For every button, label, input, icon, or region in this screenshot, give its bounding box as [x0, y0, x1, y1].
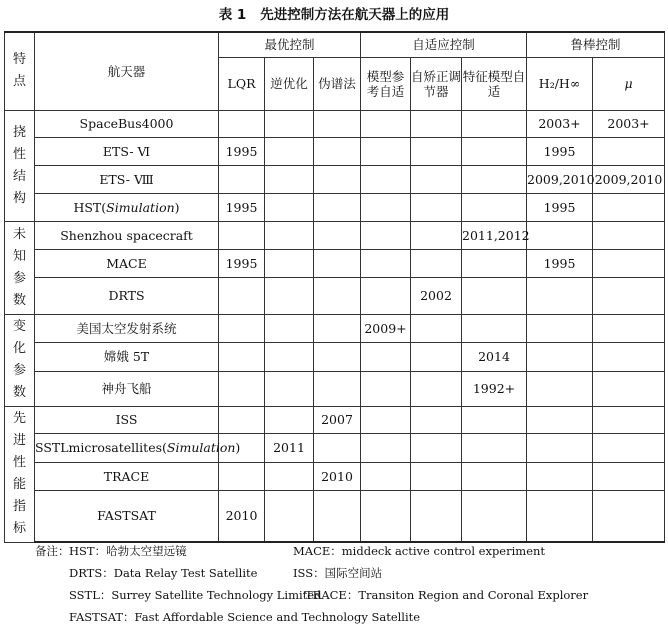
year-cell	[593, 277, 665, 314]
feature-category: 变化参数	[5, 314, 35, 406]
year-cell: 2014	[462, 342, 527, 371]
table-title: 先进控制方法在航天器上的应用	[260, 7, 450, 23]
year-cell	[314, 165, 361, 193]
year-cell: 2011,2012	[462, 221, 527, 249]
year-cell	[527, 277, 593, 314]
feature-category: 先进性能指标	[5, 406, 35, 542]
year-cell	[314, 277, 361, 314]
spacecraft-name	[35, 406, 219, 433]
year-cell: 1995	[219, 249, 265, 277]
year-cell	[462, 462, 527, 490]
year-cell	[219, 221, 265, 249]
header-group-adaptive: 自适应控制	[361, 32, 527, 57]
header-method: 自矫正调节器	[411, 57, 462, 110]
table-notes	[35, 540, 665, 628]
year-cell	[462, 433, 527, 462]
year-cell	[462, 406, 527, 433]
year-cell	[265, 462, 314, 490]
year-cell	[411, 249, 462, 277]
spacecraft-name-text: SSTLmicrosatellites	[35, 440, 163, 455]
year-cell	[527, 490, 593, 542]
year-cell: 2010	[219, 490, 265, 542]
year-cell	[411, 462, 462, 490]
year-cell	[361, 137, 411, 165]
year-cell	[411, 433, 462, 462]
year-cell	[593, 406, 665, 433]
spacecraft-name	[35, 314, 219, 342]
year-cell	[265, 137, 314, 165]
table-caption	[0, 4, 668, 26]
year-cell: 2003+	[593, 110, 665, 137]
year-cell	[462, 165, 527, 193]
year-cell	[219, 110, 265, 137]
year-cell	[361, 221, 411, 249]
spacecraft-name	[35, 342, 219, 371]
spacecraft-name-text: ETS- Ⅷ	[99, 171, 154, 187]
year-cell	[462, 277, 527, 314]
year-cell	[361, 193, 411, 221]
year-cell	[219, 406, 265, 433]
spacecraft-name	[35, 110, 219, 137]
year-cell	[411, 221, 462, 249]
year-cell	[361, 165, 411, 193]
spacecraft-name-text: DRTS	[108, 288, 145, 303]
year-cell	[361, 462, 411, 490]
spacecraft-name-text: Shenzhou spacecraft	[60, 227, 193, 243]
header-feature: 特点	[5, 32, 35, 110]
header-method: 特征模型自适	[462, 57, 527, 110]
note-item: MACE：middeck active control experiment	[293, 544, 546, 558]
year-cell	[593, 462, 665, 490]
year-cell	[219, 165, 265, 193]
year-cell: 2002	[411, 277, 462, 314]
year-cell	[411, 490, 462, 542]
header-group-robust: 鲁棒控制	[527, 32, 665, 57]
year-cell	[361, 406, 411, 433]
year-cell: 1992+	[462, 371, 527, 406]
year-cell	[462, 137, 527, 165]
year-cell: 2010	[314, 462, 361, 490]
year-cell	[361, 490, 411, 542]
year-cell	[265, 406, 314, 433]
year-cell	[265, 490, 314, 542]
year-cell	[593, 249, 665, 277]
year-cell: 1995	[219, 193, 265, 221]
year-cell	[593, 193, 665, 221]
year-cell	[265, 165, 314, 193]
year-cell	[314, 221, 361, 249]
year-cell	[265, 371, 314, 406]
year-cell	[265, 314, 314, 342]
year-cell	[527, 406, 593, 433]
spacecraft-name	[35, 371, 219, 406]
year-cell	[265, 277, 314, 314]
year-cell	[314, 490, 361, 542]
year-cell	[219, 462, 265, 490]
spacecraft-name: SSTLmicrosatellites(Simulation)	[35, 433, 219, 462]
year-cell	[361, 277, 411, 314]
year-cell: 2009,2010	[593, 165, 665, 193]
year-cell	[314, 193, 361, 221]
year-cell	[411, 165, 462, 193]
year-cell	[462, 193, 527, 221]
spacecraft-name	[35, 221, 219, 249]
year-cell	[314, 249, 361, 277]
year-cell	[219, 342, 265, 371]
year-cell	[527, 433, 593, 462]
note-item: ISS：国际空间站	[293, 566, 383, 580]
year-cell	[265, 342, 314, 371]
year-cell	[593, 137, 665, 165]
year-cell: 1995	[527, 193, 593, 221]
note-item: TRACE：Transiton Region and Coronal Explorer	[305, 588, 589, 602]
year-cell	[593, 490, 665, 542]
header-method: 模型参考自适	[361, 57, 411, 110]
spacecraft-name	[35, 137, 219, 165]
spacecraft-name-text: 神舟飞船	[101, 381, 152, 396]
header-method: LQR	[219, 57, 265, 110]
year-cell	[265, 249, 314, 277]
year-cell	[462, 314, 527, 342]
table-number: 表 1	[218, 7, 247, 23]
year-cell	[527, 371, 593, 406]
year-cell	[593, 342, 665, 371]
year-cell: 2009,2010	[527, 165, 593, 193]
year-cell: 2003+	[527, 110, 593, 137]
year-cell: 2007	[314, 406, 361, 433]
year-cell	[527, 342, 593, 371]
year-cell	[593, 433, 665, 462]
year-cell	[593, 314, 665, 342]
spacecraft-name	[35, 462, 219, 490]
header-method: H₂/H∞	[527, 57, 593, 110]
year-cell	[411, 371, 462, 406]
spacecraft-name	[35, 277, 219, 314]
note-item: SSTL：Surrey Satellite Technology Limited	[69, 588, 322, 602]
note-item: DRTS：Data Relay Test Satellite	[69, 566, 258, 580]
spacecraft-name	[35, 249, 219, 277]
year-cell: 1995	[527, 137, 593, 165]
year-cell	[527, 314, 593, 342]
feature-category: 挠性结构	[5, 110, 35, 221]
year-cell	[314, 371, 361, 406]
year-cell	[411, 193, 462, 221]
year-cell	[361, 249, 411, 277]
year-cell	[314, 433, 361, 462]
spacecraft-name	[35, 165, 219, 193]
spacecraft-name-text: SpaceBus4000	[79, 116, 174, 131]
year-cell	[411, 137, 462, 165]
spacecraft-name-text: TRACE	[103, 468, 150, 484]
year-cell	[265, 193, 314, 221]
year-cell	[314, 110, 361, 137]
year-cell	[219, 371, 265, 406]
year-cell	[411, 110, 462, 137]
year-cell	[462, 249, 527, 277]
year-cell	[265, 221, 314, 249]
spacecraft-name: HST(Simulation)	[35, 193, 219, 221]
year-cell	[219, 277, 265, 314]
year-cell	[219, 314, 265, 342]
year-cell	[411, 342, 462, 371]
header-method: 逆优化	[265, 57, 314, 110]
header-method: 伪谱法	[314, 57, 361, 110]
year-cell: 2009+	[361, 314, 411, 342]
spacecraft-name-text: 嫦娥 5T	[103, 349, 150, 364]
year-cell: 1995	[219, 137, 265, 165]
year-cell	[361, 110, 411, 137]
spacecraft-name-text: HST	[73, 199, 102, 215]
year-cell	[361, 433, 411, 462]
year-cell	[361, 371, 411, 406]
header-method: μ	[593, 57, 665, 110]
year-cell	[462, 490, 527, 542]
year-cell	[527, 221, 593, 249]
year-cell	[593, 221, 665, 249]
year-cell	[314, 342, 361, 371]
spacecraft-name-text: FASTSAT	[97, 508, 156, 524]
spacecraft-name-qualifier: Simulation	[106, 199, 175, 215]
header-group-optimal: 最优控制	[219, 32, 361, 57]
spacecraft-name-qualifier: Simulation	[166, 440, 236, 455]
spacecraft-name-text: ISS	[115, 412, 138, 427]
feature-category: 未知参数	[5, 221, 35, 314]
spacecraft-name-text: 美国太空发射系统	[76, 320, 177, 336]
year-cell	[314, 314, 361, 342]
year-cell	[593, 371, 665, 406]
header-spacecraft: 航天器	[35, 32, 219, 110]
spacecraft-name	[35, 490, 219, 542]
year-cell	[527, 462, 593, 490]
note-item: HST：哈勃太空望远镜	[69, 544, 187, 558]
year-cell	[462, 110, 527, 137]
year-cell	[265, 110, 314, 137]
applications-table	[4, 31, 665, 543]
year-cell: 2011	[265, 433, 314, 462]
spacecraft-name-text: ETS- Ⅵ	[102, 143, 151, 159]
year-cell	[411, 406, 462, 433]
year-cell	[411, 314, 462, 342]
note-item: FASTSAT：Fast Affordable Science and Technology Satellite	[69, 610, 421, 624]
year-cell	[361, 342, 411, 371]
year-cell: 1995	[527, 249, 593, 277]
year-cell	[314, 137, 361, 165]
notes-prefix: 备注：	[35, 544, 70, 558]
spacecraft-name-text: MACE	[106, 255, 147, 271]
